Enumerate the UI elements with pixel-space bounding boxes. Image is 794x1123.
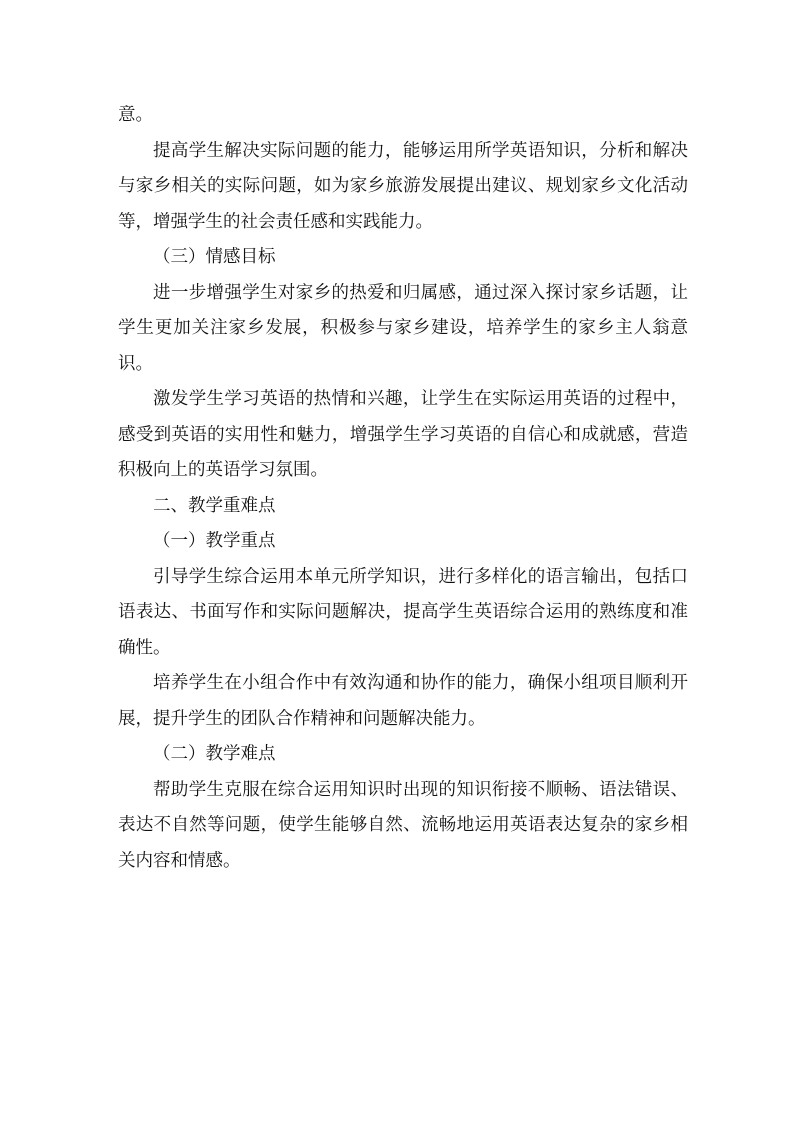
paragraph-overcome-difficulties: 帮助学生克服在综合运用知识时出现的知识衔接不顺畅、语法错误、表达不自然等问题，使学生能够自然、流畅地运用英语表达复杂的家乡相关内容和情感。: [118, 779, 688, 871]
document-body: [118, 98, 688, 879]
section-heading-emotional-goals: （三）情感目标: [153, 247, 276, 267]
section-heading-key-points: （一）教学重点: [153, 531, 276, 551]
paragraph-english-interest: 激发学生学习英语的热情和兴趣，让学生在实际运用英语的过程中，感受到英语的实用性和魅力，增强学生学习英语的自信心和成就感，营造积极向上的英语学习氛围。: [118, 389, 688, 480]
paragraph-problem-solving: 提高学生解决实际问题的能力，能够运用所学英语知识，分析和解决与家乡相关的实际问题，如为家乡旅游发展提出建议、规划家乡文化活动等，增强学生的社会责任感和实践能力。: [118, 140, 688, 232]
paragraph-group-collaboration: 培养学生在小组合作中有效沟通和协作的能力，确保小组项目顺利开展，提升学生的团队合作精神和问题解决能力。: [118, 673, 688, 729]
section-heading-key-difficult-points: 二、教学重难点: [153, 495, 276, 516]
paragraph-language-output: 引导学生综合运用本单元所学知识，进行多样化的语言输出，包括口语表达、书面写作和实际问题解决，提高学生英语综合运用的熟练度和准确性。: [118, 566, 688, 658]
paragraph-hometown-belonging: 进一步增强学生对家乡的热爱和归属感，通过深入探讨家乡话题，让学生更加关注家乡发展，积极参与家乡建设，培养学生的家乡主人翁意识。: [118, 282, 688, 374]
paragraph-continuation: 意。: [118, 105, 153, 125]
section-heading-difficult-points: （二）教学难点: [153, 744, 276, 764]
